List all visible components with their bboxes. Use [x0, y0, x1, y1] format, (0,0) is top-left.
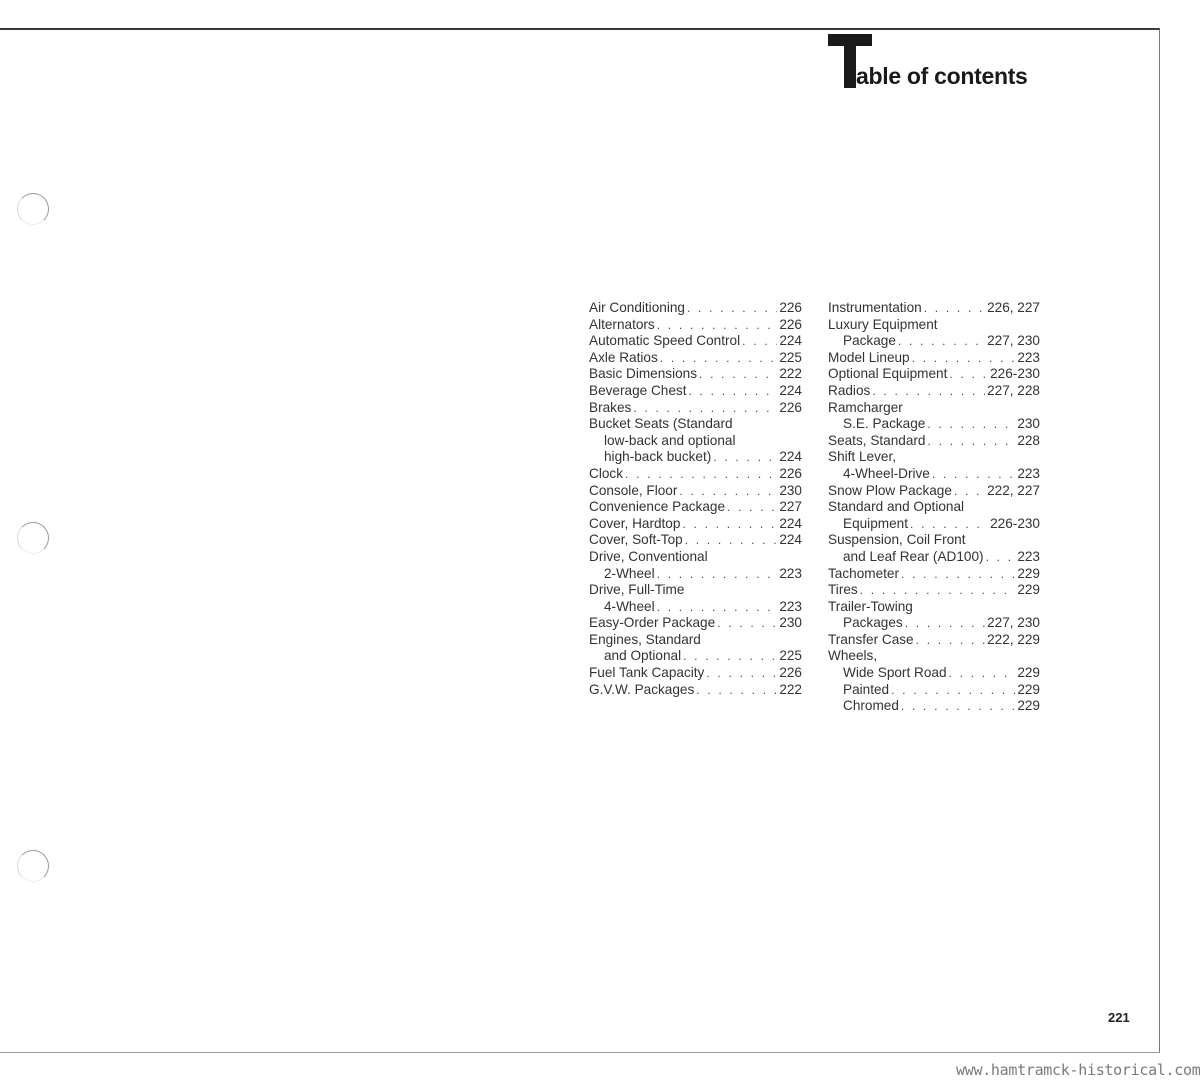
dot-leader — [679, 483, 777, 500]
toc-page-number: 224 — [779, 532, 802, 548]
toc-entry-line — [589, 499, 802, 516]
dot-leader — [891, 682, 1015, 699]
toc-entry-text: Cover, Soft-Top — [589, 532, 683, 548]
toc-entry-line — [589, 300, 802, 317]
toc-page-number: 224 — [779, 449, 802, 465]
toc-entry — [589, 682, 802, 699]
toc-page-number: 224 — [779, 333, 802, 349]
toc-entry — [589, 416, 802, 466]
toc-entry — [828, 449, 1040, 482]
toc-entry — [589, 665, 802, 682]
toc-entry-line — [828, 516, 1040, 533]
toc-entry-text: Shift Lever, — [828, 449, 897, 465]
toc-entry-line — [589, 566, 802, 583]
toc-entry-text: Transfer Case — [828, 631, 914, 647]
toc-entry-text: and Leaf Rear (AD100) — [843, 548, 984, 564]
dot-leader — [905, 615, 985, 632]
toc-entry-line — [589, 333, 802, 350]
toc-entry-text: Model Lineup — [828, 349, 910, 365]
toc-entry-text: Convenience Package — [589, 499, 726, 515]
toc-entry-text: low-back and optional — [604, 432, 736, 448]
toc-entry-line — [589, 665, 802, 682]
toc-entry-line — [589, 648, 802, 665]
toc-entry-line — [828, 599, 1040, 616]
toc-entry-line — [589, 383, 802, 400]
dot-leader — [687, 300, 777, 317]
dot-leader — [898, 333, 985, 350]
dot-leader — [872, 383, 985, 400]
page-number: 221 — [1108, 1010, 1130, 1025]
dot-leader — [910, 516, 988, 533]
toc-entry — [828, 599, 1040, 632]
toc-page-number: 224 — [779, 382, 802, 398]
toc-entry-text: Axle Ratios — [589, 349, 658, 365]
toc-entry-line — [589, 582, 802, 599]
toc-entry-line — [589, 483, 802, 500]
toc-entry-line — [828, 483, 1040, 500]
toc-entry-line — [828, 698, 1040, 715]
toc-page-number: 229 — [1017, 698, 1040, 714]
toc-entry — [828, 317, 1040, 350]
dot-leader — [860, 582, 1016, 599]
toc-entry-text: Radios — [828, 382, 871, 398]
toc-entry — [828, 483, 1040, 500]
toc-entry-line — [828, 449, 1040, 466]
toc-entry-line — [828, 549, 1040, 566]
toc-entry-text: Standard and Optional — [828, 499, 965, 515]
toc-page-number: 225 — [779, 349, 802, 365]
toc-entry-line — [828, 300, 1040, 317]
binder-hole-middle — [17, 522, 49, 554]
dot-leader — [696, 682, 777, 699]
dot-leader — [657, 317, 778, 334]
toc-entry-text: Luxury Equipment — [828, 316, 938, 332]
dot-leader — [713, 449, 777, 466]
toc-page-number: 226-230 — [990, 366, 1040, 382]
toc-page-number: 226 — [779, 399, 802, 415]
toc-entry — [589, 383, 802, 400]
toc-entry — [589, 582, 802, 615]
toc-entry-text: Engines, Standard — [589, 631, 701, 647]
toc-entry — [589, 615, 802, 632]
toc-entry-line — [589, 549, 802, 566]
dot-leader — [901, 698, 1015, 715]
toc-entry — [828, 366, 1040, 383]
toc-entry-text: Easy-Order Package — [589, 615, 716, 631]
toc-entry-text: Wide Sport Road — [843, 665, 947, 681]
dot-leader — [688, 383, 777, 400]
dot-leader — [932, 466, 1015, 483]
toc-entry-text: Tires — [828, 582, 858, 598]
dot-leader — [986, 549, 1016, 566]
toc-page-number: 222, 229 — [987, 631, 1040, 647]
toc-entry-line — [589, 350, 802, 367]
dot-leader — [954, 483, 985, 500]
dot-leader — [916, 632, 985, 649]
toc-entry-line — [589, 449, 802, 466]
toc-entry-line — [589, 416, 802, 433]
toc-entry — [589, 400, 802, 417]
toc-entry-line — [828, 632, 1040, 649]
toc-entry — [828, 582, 1040, 599]
dot-leader — [657, 566, 778, 583]
toc-entry-line — [828, 499, 1040, 516]
toc-page-number: 225 — [779, 648, 802, 664]
dot-leader — [924, 300, 985, 317]
toc-page-number: 226 — [779, 300, 802, 315]
toc-entry-line — [828, 466, 1040, 483]
toc-entry-line — [589, 400, 802, 417]
toc-page-number: 227, 230 — [987, 615, 1040, 631]
toc-entry-text: high-back bucket) — [604, 449, 712, 465]
toc-entry-text: Suspension, Coil Front — [828, 532, 966, 548]
dot-leader — [901, 566, 1015, 583]
watermark: www.hamtramck-historical.com — [956, 1061, 1200, 1079]
toc-page-number: 226 — [779, 465, 802, 481]
toc-page-number: 223 — [779, 565, 802, 581]
toc-entry — [589, 483, 802, 500]
toc-entry — [589, 366, 802, 383]
toc-entry-text: 2-Wheel — [604, 565, 655, 581]
dot-leader — [949, 366, 988, 383]
toc-entry — [828, 532, 1040, 565]
toc-entry-line — [589, 466, 802, 483]
toc-page-number: 229 — [1017, 681, 1040, 697]
toc-entry — [828, 400, 1040, 433]
toc-page-number: 226-230 — [990, 515, 1040, 531]
toc-entry-line — [828, 400, 1040, 417]
toc-entry-text: Ramcharger — [828, 399, 903, 415]
toc-entry-text: Alternators — [589, 316, 655, 332]
toc-page-number: 227, 230 — [987, 333, 1040, 349]
toc-entry — [589, 333, 802, 350]
dot-leader — [683, 648, 777, 665]
toc-entry-text: Drive, Full-Time — [589, 582, 685, 598]
toc-entry-line — [589, 516, 802, 533]
toc-page-number: 226 — [779, 316, 802, 332]
toc-entry-line — [828, 416, 1040, 433]
toc-entry-line — [589, 632, 802, 649]
toc-page-number: 224 — [779, 515, 802, 531]
page-title — [828, 34, 1058, 88]
toc-entry-line — [828, 566, 1040, 583]
toc-entry-line — [828, 366, 1040, 383]
toc-page-number: 230 — [779, 615, 802, 631]
toc-entry — [828, 698, 1040, 715]
toc-entry-text: Brakes — [589, 399, 632, 415]
dot-leader — [742, 333, 777, 350]
toc-entry-line — [828, 682, 1040, 699]
toc-page-number: 222 — [779, 681, 802, 697]
toc-entry-line — [589, 615, 802, 632]
toc-entry-line — [828, 648, 1040, 665]
toc-entry-line — [828, 333, 1040, 350]
toc-entry-text: 4-Wheel-Drive — [843, 465, 930, 481]
toc-page-number: 223 — [1017, 465, 1040, 481]
toc-entry-line — [828, 615, 1040, 632]
toc-entry-line — [828, 665, 1040, 682]
toc-entry-text: Basic Dimensions — [589, 366, 698, 382]
toc-entry-line — [589, 682, 802, 699]
toc-page-number: 228 — [1017, 432, 1040, 448]
dot-leader — [927, 416, 1015, 433]
title-rest-text: able of contents — [856, 63, 1028, 89]
toc-entry-text: Package — [843, 333, 896, 349]
toc-page-number: 222, 227 — [987, 482, 1040, 498]
toc-entry-text: Equipment — [843, 515, 908, 531]
toc-entry-text: Cover, Hardtop — [589, 515, 681, 531]
toc-entry-text: Clock — [589, 465, 623, 481]
toc-entry — [828, 383, 1040, 400]
toc-entry-line — [828, 350, 1040, 367]
toc-entry — [589, 632, 802, 665]
toc-entry-text: Console, Floor — [589, 482, 678, 498]
toc-entry — [589, 549, 802, 582]
toc-entry-text: and Optional — [604, 648, 682, 664]
toc-entry-text: Painted — [843, 681, 890, 697]
dot-leader — [633, 400, 777, 417]
toc-entry — [828, 648, 1040, 681]
dot-leader — [625, 466, 777, 483]
toc-page-number: 223 — [1017, 349, 1040, 365]
toc-entry-text: Wheels, — [828, 648, 878, 664]
toc-entry-text: Chromed — [843, 698, 899, 714]
toc-entry — [589, 466, 802, 483]
dot-leader — [682, 516, 777, 533]
toc-entry-text: Drive, Conventional — [589, 548, 708, 564]
dot-leader — [706, 665, 777, 682]
toc-page-number: 230 — [1017, 416, 1040, 432]
toc-entry-text: Seats, Standard — [828, 432, 926, 448]
dot-leader — [660, 350, 778, 367]
toc-entry-line — [589, 317, 802, 334]
toc-entry — [589, 317, 802, 334]
toc-page-number: 227 — [779, 499, 802, 515]
toc-entry — [828, 350, 1040, 367]
toc-entry-line — [589, 599, 802, 616]
dot-leader — [685, 532, 778, 549]
toc-entry-line — [828, 433, 1040, 450]
toc-entry — [589, 499, 802, 516]
dot-leader — [699, 366, 777, 383]
toc-entry — [589, 350, 802, 367]
toc-page-number: 229 — [1017, 582, 1040, 598]
toc-entry-text: Instrumentation — [828, 300, 922, 315]
dot-leader — [928, 433, 1016, 450]
dot-leader — [949, 665, 1016, 682]
toc-page-number: 222 — [779, 366, 802, 382]
toc-entry — [828, 566, 1040, 583]
title-text — [842, 63, 1028, 89]
toc-entry-line — [828, 383, 1040, 400]
toc-entry — [828, 632, 1040, 649]
toc-page-number: 226, 227 — [987, 300, 1040, 315]
toc-entry-text: Snow Plow Package — [828, 482, 952, 498]
toc-entry-line — [589, 532, 802, 549]
toc-entry-text: Trailer-Towing — [828, 598, 913, 614]
toc-entry-text: Packages — [843, 615, 903, 631]
toc-entry — [828, 499, 1040, 532]
toc-entry-text: G.V.W. Packages — [589, 681, 695, 697]
toc-entry-text: Automatic Speed Control — [589, 333, 741, 349]
toc-entry — [589, 300, 802, 317]
toc-page-number: 229 — [1017, 665, 1040, 681]
dot-leader — [717, 615, 777, 632]
dot-leader — [657, 599, 778, 616]
toc-column-right — [828, 300, 1040, 715]
toc-page-number: 227, 228 — [987, 382, 1040, 398]
toc-entry-line — [828, 317, 1040, 334]
toc-page-number: 229 — [1017, 565, 1040, 581]
toc-column-left — [589, 300, 802, 698]
toc-entry-line — [589, 366, 802, 383]
binder-hole-bottom — [17, 850, 49, 882]
toc-entry-text: 4-Wheel — [604, 598, 655, 614]
dot-leader — [912, 350, 1016, 367]
toc-entry-text: Tachometer — [828, 565, 900, 581]
toc-entry — [589, 516, 802, 533]
toc-entry-text: Optional Equipment — [828, 366, 948, 382]
toc-entry-text: Bucket Seats (Standard — [589, 416, 733, 432]
toc-entry-text: S.E. Package — [843, 416, 926, 432]
toc-entry-line — [589, 433, 802, 450]
toc-entry-text: Fuel Tank Capacity — [589, 665, 705, 681]
binder-hole-top — [17, 193, 49, 225]
toc-page-number: 223 — [779, 598, 802, 614]
toc-entry — [828, 682, 1040, 699]
toc-entry — [828, 433, 1040, 450]
toc-entry-text: Beverage Chest — [589, 382, 687, 398]
toc-entry — [589, 532, 802, 549]
toc-page-number: 230 — [779, 482, 802, 498]
toc-entry — [828, 300, 1040, 317]
toc-entry-line — [828, 532, 1040, 549]
toc-entry-text: Air Conditioning — [589, 300, 685, 315]
toc-page-number: 226 — [779, 665, 802, 681]
toc-entry-line — [828, 582, 1040, 599]
dot-leader — [727, 499, 777, 516]
toc-page-number: 223 — [1017, 548, 1040, 564]
